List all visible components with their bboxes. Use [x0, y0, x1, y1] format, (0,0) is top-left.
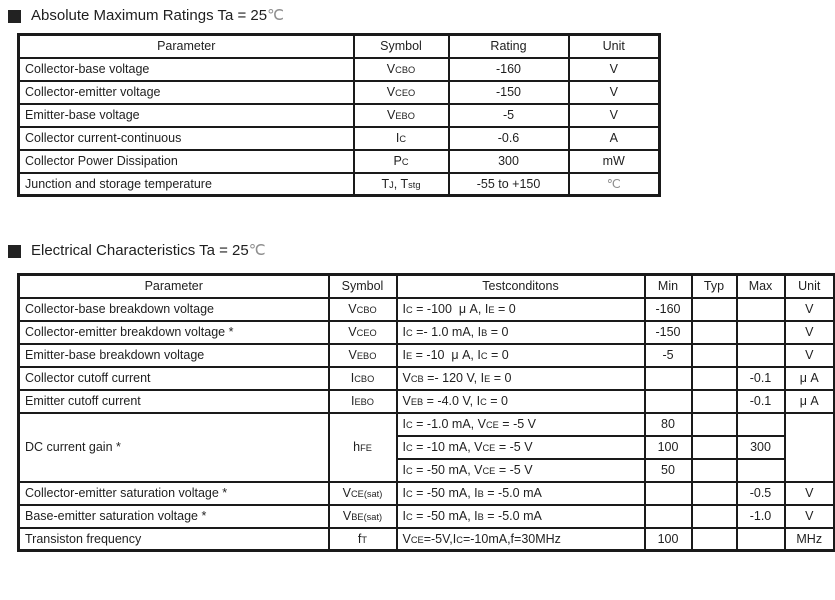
min-cell: -160: [645, 298, 692, 321]
test-conditions-cell: VCE=-5V,IC=-10mA,f=30MHz: [397, 528, 645, 551]
max-cell: [737, 459, 785, 482]
symbol-cell: IC: [354, 127, 449, 150]
section-title-electrical-characteristics: [8, 241, 835, 261]
section-title-text: Electrical Characteristics Ta = 25℃: [31, 242, 266, 259]
symbol-cell: VCEO: [329, 321, 397, 344]
symbol-cell: ICBO: [329, 367, 397, 390]
typ-cell: [692, 459, 737, 482]
test-conditions-cell: VCB =- 120 V, IE = 0: [397, 367, 645, 390]
parameter-cell: Collector cutoff current: [19, 367, 329, 390]
unit-cell: μ A: [785, 367, 835, 390]
min-cell: [645, 482, 692, 505]
electrical-characteristics-table: [17, 273, 835, 552]
parameter-cell: Emitter cutoff current: [19, 390, 329, 413]
parameter-cell: Transiston frequency: [19, 528, 329, 551]
table-header-row: [19, 275, 835, 298]
min-cell: 50: [645, 459, 692, 482]
table-row: [19, 321, 835, 344]
max-cell: [737, 298, 785, 321]
max-cell: -1.0: [737, 505, 785, 528]
parameter-cell: Emitter-base breakdown voltage: [19, 344, 329, 367]
column-header-typ: Typ: [692, 275, 737, 298]
symbol-cell: VCEO: [354, 81, 449, 104]
rating-cell: -55 to +150: [449, 173, 569, 196]
column-header-symbol: Symbol: [329, 275, 397, 298]
min-cell: [645, 505, 692, 528]
symbol-cell: PC: [354, 150, 449, 173]
parameter-cell: Collector-emitter saturation voltage *: [19, 482, 329, 505]
parameter-cell: Junction and storage temperature: [19, 173, 354, 196]
parameter-cell: Collector current-continuous: [19, 127, 354, 150]
unit-cell: mW: [569, 150, 660, 173]
symbol-cell: VBE(sat): [329, 505, 397, 528]
test-conditions-cell: IC = -50 mA, VCE = -5 V: [397, 459, 645, 482]
unit-cell: V: [785, 482, 835, 505]
symbol-cell: VEBO: [354, 104, 449, 127]
symbol-cell: VCBO: [354, 58, 449, 81]
typ-cell: [692, 321, 737, 344]
max-cell: [737, 344, 785, 367]
typ-cell: [692, 505, 737, 528]
min-cell: -5: [645, 344, 692, 367]
max-cell: -0.5: [737, 482, 785, 505]
table-row: [19, 390, 835, 413]
max-cell: 300: [737, 436, 785, 459]
test-conditions-cell: IC =- 1.0 mA, IB = 0: [397, 321, 645, 344]
unit-cell: V: [785, 505, 835, 528]
table-row: [19, 528, 835, 551]
table-header-row: [19, 35, 660, 58]
table-row: [19, 505, 835, 528]
table-row: [19, 413, 835, 436]
parameter-cell: Emitter-base voltage: [19, 104, 354, 127]
symbol-cell: fT: [329, 528, 397, 551]
absolute-maximum-ratings-table: [17, 33, 661, 197]
column-header-unit: Unit: [785, 275, 835, 298]
column-header-unit: Unit: [569, 35, 660, 58]
table-row: [19, 482, 835, 505]
bullet-square-icon: [8, 10, 21, 23]
table-row: [19, 127, 660, 150]
table-row: [19, 298, 835, 321]
typ-cell: [692, 390, 737, 413]
min-cell: 100: [645, 436, 692, 459]
rating-cell: -160: [449, 58, 569, 81]
min-cell: -150: [645, 321, 692, 344]
symbol-cell: IEBO: [329, 390, 397, 413]
table-row: [19, 173, 660, 196]
unit-cell: V: [569, 58, 660, 81]
max-cell: [737, 413, 785, 436]
symbol-cell: TJ, Tstg: [354, 173, 449, 196]
parameter-cell: Base-emitter saturation voltage *: [19, 505, 329, 528]
rating-cell: 300: [449, 150, 569, 173]
unit-cell: V: [785, 298, 835, 321]
parameter-cell: DC current gain *: [19, 413, 329, 482]
column-header-symbol: Symbol: [354, 35, 449, 58]
unit-cell: V: [785, 321, 835, 344]
test-conditions-cell: IC = -1.0 mA, VCE = -5 V: [397, 413, 645, 436]
unit-cell: MHz: [785, 528, 835, 551]
test-conditions-cell: IC = -10 mA, VCE = -5 V: [397, 436, 645, 459]
column-header-max: Max: [737, 275, 785, 298]
table-row: [19, 104, 660, 127]
section-title-absolute-maximum-ratings: [8, 6, 835, 26]
max-cell: -0.1: [737, 390, 785, 413]
symbol-cell: hFE: [329, 413, 397, 482]
parameter-cell: Collector-emitter breakdown voltage *: [19, 321, 329, 344]
typ-cell: [692, 436, 737, 459]
min-cell: 80: [645, 413, 692, 436]
bullet-square-icon: [8, 245, 21, 258]
rating-cell: -150: [449, 81, 569, 104]
parameter-cell: Collector-base breakdown voltage: [19, 298, 329, 321]
table-row: [19, 150, 660, 173]
symbol-cell: VCBO: [329, 298, 397, 321]
parameter-cell: Collector-emitter voltage: [19, 81, 354, 104]
section-title-text: Absolute Maximum Ratings Ta = 25℃: [31, 7, 284, 24]
parameter-cell: Collector-base voltage: [19, 58, 354, 81]
min-cell: [645, 367, 692, 390]
table-row: [19, 81, 660, 104]
parameter-cell: Collector Power Dissipation: [19, 150, 354, 173]
column-header-rating: Rating: [449, 35, 569, 58]
max-cell: [737, 321, 785, 344]
max-cell: [737, 528, 785, 551]
unit-cell: V: [569, 81, 660, 104]
typ-cell: [692, 367, 737, 390]
unit-cell: ℃: [569, 173, 660, 196]
typ-cell: [692, 298, 737, 321]
typ-cell: [692, 482, 737, 505]
unit-cell: [785, 413, 835, 482]
symbol-cell: VCE(sat): [329, 482, 397, 505]
unit-cell: A: [569, 127, 660, 150]
rating-cell: -0.6: [449, 127, 569, 150]
rating-cell: -5: [449, 104, 569, 127]
table-row: [19, 58, 660, 81]
symbol-cell: VEBO: [329, 344, 397, 367]
max-cell: -0.1: [737, 367, 785, 390]
table-row: [19, 344, 835, 367]
test-conditions-cell: VEB = -4.0 V, IC = 0: [397, 390, 645, 413]
test-conditions-cell: IC = -50 mA, IB = -5.0 mA: [397, 482, 645, 505]
typ-cell: [692, 413, 737, 436]
min-cell: 100: [645, 528, 692, 551]
column-header-parameter: Parameter: [19, 35, 354, 58]
typ-cell: [692, 528, 737, 551]
unit-cell: μ A: [785, 390, 835, 413]
test-conditions-cell: IE = -10 μ A, IC = 0: [397, 344, 645, 367]
column-header-parameter: Parameter: [19, 275, 329, 298]
table-row: [19, 367, 835, 390]
column-header-min: Min: [645, 275, 692, 298]
unit-cell: V: [569, 104, 660, 127]
typ-cell: [692, 344, 737, 367]
unit-cell: V: [785, 344, 835, 367]
min-cell: [645, 390, 692, 413]
column-header-testconditions: Testconditons: [397, 275, 645, 298]
test-conditions-cell: IC = -100 μ A, IE = 0: [397, 298, 645, 321]
test-conditions-cell: IC = -50 mA, IB = -5.0 mA: [397, 505, 645, 528]
